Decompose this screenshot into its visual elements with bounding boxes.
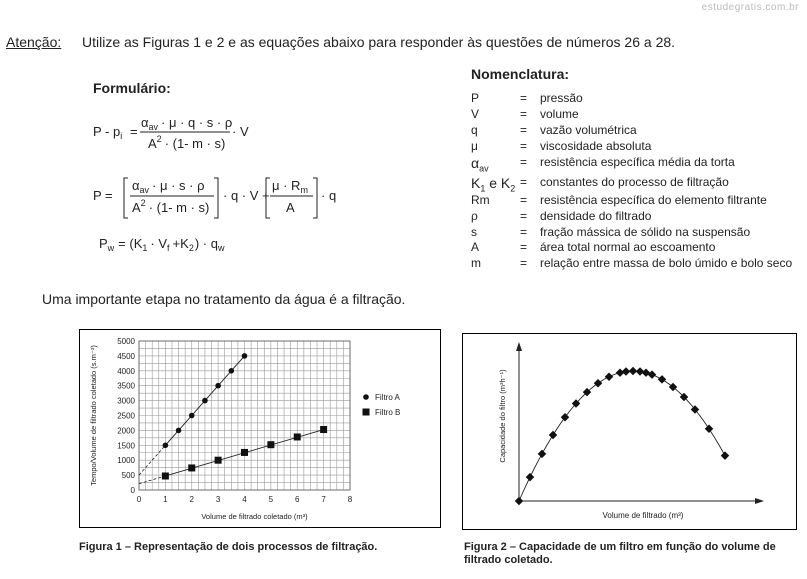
nomenclature-desc: resistência específica média da torta xyxy=(540,155,735,169)
nomenclature-desc: viscosidade absoluta xyxy=(540,139,652,153)
data-point-filtro-a xyxy=(242,353,248,359)
x-tick-label: 6 xyxy=(295,495,300,504)
y-tick-label: 2000 xyxy=(117,426,135,436)
y-tick-label: 5000 xyxy=(117,337,135,346)
nomenclature-desc: resistência específica do elemento filtrante xyxy=(540,193,767,207)
attention-label: Atenção: xyxy=(6,34,62,50)
nomenclature-symbol: ρ xyxy=(471,209,478,223)
y-tick-label: 3500 xyxy=(117,381,135,391)
x-tick-label: 1 xyxy=(163,495,168,504)
x-axis-arrow xyxy=(755,498,764,504)
y-tick-label: 3000 xyxy=(117,396,135,406)
eq2-tail: · q xyxy=(321,188,337,203)
data-point-diamond xyxy=(526,473,534,481)
data-point-filtro-a xyxy=(202,398,208,404)
figure2-caption: Figura 2 – Capacidade de um filtro em função do volume de filtrado coletado. xyxy=(464,541,776,566)
nomenclatura-title: Nomenclatura: xyxy=(471,66,570,82)
data-point-diamond xyxy=(721,451,729,459)
nomenclature-symbol: Rm xyxy=(471,193,490,207)
nomenclature-desc: fração mássica de sólido na suspensão xyxy=(540,225,751,239)
nomenclature-eq: = xyxy=(520,123,528,137)
eq2-bracket-left xyxy=(124,178,128,218)
data-point-filtro-b xyxy=(320,426,327,433)
nomenclature-desc: volume xyxy=(540,107,579,121)
eq1-num: $\alpha_{av} \cdot \mu \cdot q \cdot s \cdot \rho$ xyxy=(141,115,233,132)
formulario-title: Formulário: xyxy=(93,80,171,96)
figure2-box xyxy=(462,333,797,530)
data-point-diamond xyxy=(622,367,630,375)
eq1-lhs: P - $p_i$ xyxy=(93,124,123,141)
nomenclature-eq: = xyxy=(520,107,528,121)
nomenclature-symbol: s xyxy=(471,225,477,239)
data-point-filtro-a xyxy=(229,368,235,374)
y-axis-label: Capacidade do filtro (m³h⁻¹) xyxy=(498,369,507,463)
data-point-diamond xyxy=(705,425,713,433)
data-point-filtro-b xyxy=(188,464,195,471)
data-point-diamond xyxy=(605,373,613,381)
nomenclature-eq: = xyxy=(520,240,528,254)
y-tick-label: 0 xyxy=(130,486,135,495)
legend-label: Filtro A xyxy=(375,393,400,402)
nomenclature-symbol: P xyxy=(471,91,480,105)
nomenclature-symbol: m xyxy=(471,256,481,270)
nomenclature-desc: constantes do processo de filtração xyxy=(540,175,729,189)
nomenclature-eq: = xyxy=(520,175,528,189)
intro-text: Uma importante etapa no tratamento da água é a filtração. xyxy=(42,291,406,307)
equations xyxy=(85,100,455,265)
nomenclature-eq: = xyxy=(520,209,528,223)
y-axis-label: Tempo/Volume de filtrado coletado (s.m⁻³) xyxy=(89,345,98,486)
nomenclature-desc: pressão xyxy=(540,91,583,105)
eq3: $P_w = (K_1 \cdot V_f +K_2) \cdot q_w$ xyxy=(99,236,225,253)
eq2-bracket2-right xyxy=(313,178,317,218)
figure1-box xyxy=(79,329,441,528)
nomenclature-symbol: $\alpha_{av}$ xyxy=(471,155,489,174)
eq1-eq: = xyxy=(130,124,138,139)
data-point-filtro-a xyxy=(215,383,221,389)
eq2-mid: · q · V + xyxy=(223,188,270,203)
y-tick-label: 2500 xyxy=(117,411,135,421)
y-tick-label: 4000 xyxy=(117,366,135,376)
x-tick-label: 7 xyxy=(321,495,326,504)
y-tick-label: 4500 xyxy=(117,351,135,361)
y-tick-label: 1500 xyxy=(117,441,135,451)
eq2-lhs: P = xyxy=(93,188,113,203)
data-point-diamond xyxy=(549,431,557,439)
nomenclature-eq: = xyxy=(520,139,528,153)
nomenclature-symbol: A xyxy=(471,240,480,254)
eq2-den2: A xyxy=(286,200,295,215)
eq2-bracket-right xyxy=(214,178,218,218)
data-point-filtro-b xyxy=(294,433,301,440)
nomenclature-eq: = xyxy=(520,225,528,239)
data-point-diamond xyxy=(629,367,637,375)
nomenclature-symbol: $K_1$ e $K_2$ xyxy=(471,175,516,194)
data-point-filtro-b xyxy=(215,457,222,464)
watermark: estudegratis.com.br xyxy=(701,2,799,13)
nomenclature-symbol: V xyxy=(471,107,480,121)
data-point-filtro-a xyxy=(189,413,195,419)
y-tick-label: 500 xyxy=(121,471,135,481)
x-tick-label: 5 xyxy=(268,495,274,504)
x-axis-label: Volume de filtrado (m³) xyxy=(602,511,684,520)
data-point-diamond xyxy=(561,413,569,421)
x-tick-label: 8 xyxy=(347,495,353,504)
x-tick-label: 0 xyxy=(136,495,142,504)
data-point-diamond xyxy=(515,497,523,505)
data-point-diamond xyxy=(594,379,602,387)
data-point-filtro-b xyxy=(267,441,274,448)
nomenclature-desc: relação entre massa de bolo úmido e bolo seco xyxy=(540,256,793,270)
legend-marker xyxy=(363,394,369,400)
eq2-den: $A^2 \cdot (1-$ m · s) xyxy=(132,198,210,215)
data-point-diamond xyxy=(538,450,546,458)
nomenclature-eq: = xyxy=(520,155,528,169)
legend-marker xyxy=(363,409,370,416)
data-point-filtro-b xyxy=(162,472,169,479)
figure2-chart xyxy=(463,334,796,529)
eq2-num: $\alpha_{av} \cdot \mu \cdot s \cdot \rho$ xyxy=(132,178,205,195)
figure1-chart xyxy=(80,330,440,527)
y-axis-arrow xyxy=(516,342,522,351)
nomenclature-symbol: q xyxy=(471,123,478,137)
eq1-tail: · V xyxy=(232,124,249,139)
nomenclature-desc: vazão volumétrica xyxy=(540,123,637,137)
x-axis-label: Volume de filtrado coletado (m³) xyxy=(201,512,308,521)
data-point-diamond xyxy=(658,375,666,383)
nomenclature-desc: área total normal ao escoamento xyxy=(540,240,716,254)
nomenclature-eq: = xyxy=(520,256,528,270)
x-tick-label: 4 xyxy=(242,495,247,504)
eq2-num2: $\mu \cdot R_m$ xyxy=(272,178,308,195)
data-point-filtro-b xyxy=(241,449,248,456)
x-tick-label: 3 xyxy=(215,495,221,504)
eq1-den: $A^2 \cdot (1-$ m · s) xyxy=(148,134,226,151)
y-tick-label: 1000 xyxy=(117,456,135,466)
data-point-filtro-a xyxy=(176,428,182,434)
legend-label: Filtro B xyxy=(375,408,401,417)
attention-text: Utilize as Figuras 1 e 2 e as equações abaixo para responder às questões de números 26 a 28. xyxy=(82,34,676,50)
x-tick-label: 2 xyxy=(189,495,194,504)
nomenclature-eq: = xyxy=(520,193,528,207)
nomenclature-eq: = xyxy=(520,91,528,105)
nomenclature-symbol: μ xyxy=(471,139,478,153)
data-point-filtro-a xyxy=(163,443,169,449)
figure1-caption: Figura 1 – Representação de dois processos de filtração. xyxy=(79,541,378,553)
nomenclature-desc: densidade do filtrado xyxy=(540,209,652,223)
